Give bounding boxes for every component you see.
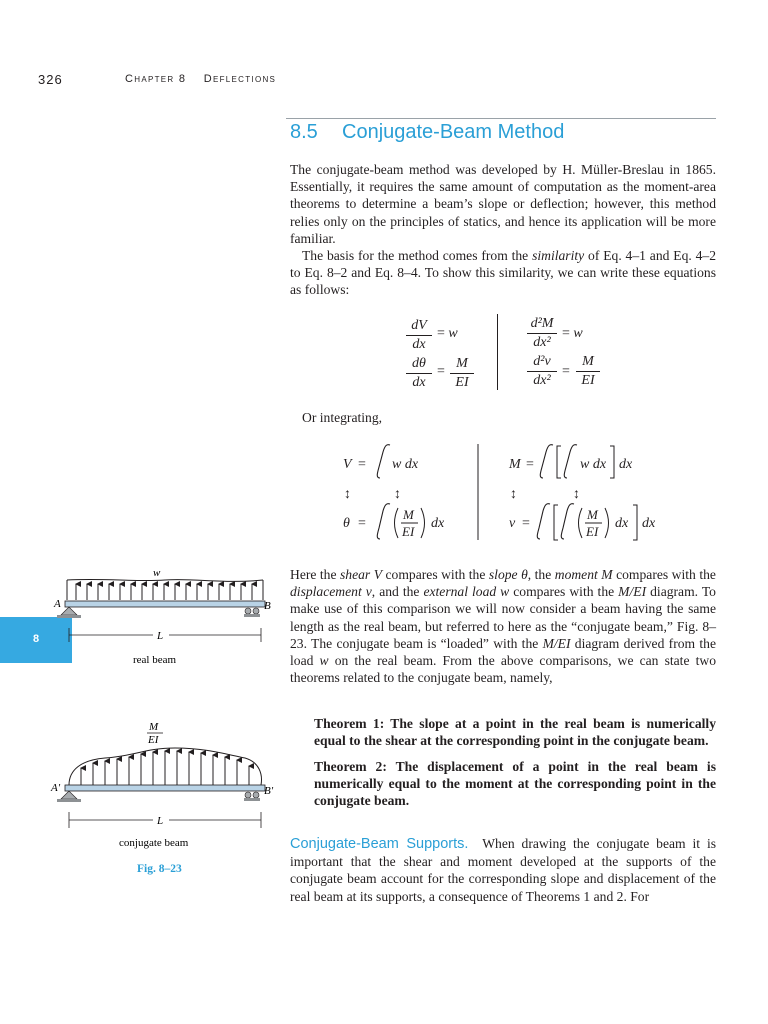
real-beam-load-curve (67, 579, 263, 581)
emphasis-similarity: similarity (532, 248, 585, 263)
svg-text:EI: EI (402, 524, 415, 539)
conjugate-beam-figure (45, 718, 285, 853)
conjugate-load-label-den: EI (148, 734, 159, 746)
text-run: Here the (290, 567, 341, 582)
emphasis: moment M (554, 567, 613, 582)
eq-equals: = (562, 364, 570, 379)
or-integrating: Or integrating, (302, 410, 383, 425)
svg-text:↕: ↕ (394, 487, 401, 502)
svg-text:↕: ↕ (510, 487, 517, 502)
conjugate-beam-caption: conjugate beam (119, 837, 189, 849)
supports-paragraph (290, 835, 716, 905)
svg-text:dx: dx (619, 457, 633, 472)
real-beam-label-A: A (54, 598, 61, 610)
eq-d2v-dx2: $\frac{\text{d²v}}{\text{dx²}}$ (527, 354, 557, 389)
integral-equations (330, 440, 690, 550)
svg-text:=: = (358, 516, 366, 531)
real-beam-load-label: w (153, 567, 161, 579)
emphasis: slope θ (488, 567, 528, 582)
comparison-paragraph (290, 566, 716, 686)
page-number: 326 (38, 72, 63, 87)
real-beam-figure (45, 562, 285, 672)
eq-equals-w: = w (562, 326, 583, 341)
chapter-title: Deflections (203, 73, 277, 85)
conjugate-label-B: B′ (264, 785, 274, 797)
text-run: of Eq. 4–1 and Eq. 4–2 to Eq. 8–2 and Eq. 8–4. To show this similarity, we can write these equations as follows: (290, 248, 716, 298)
eq-equals-w: = w (437, 326, 458, 341)
emphasis: M/EI (618, 584, 647, 600)
eq-M-EI: $\frac{M}{EI}$ (450, 356, 474, 391)
real-beam-length-label: L (157, 630, 164, 642)
support-A (61, 607, 77, 615)
svg-text:=: = (526, 457, 534, 472)
svg-text:M: M (509, 457, 521, 472)
svg-text:w dx: w dx (392, 457, 419, 472)
real-beam-caption: real beam (133, 654, 177, 666)
svg-text:dx: dx (642, 516, 656, 531)
svg-text:θ: θ (343, 516, 350, 531)
svg-text:EI: EI (586, 524, 599, 539)
support-B (244, 614, 260, 617)
intro-paragraph: The conjugate-beam method was developed by H. Müller-Breslau in 1865. Essentially, it requires the same amount of computation as the moment-area theorems to determine a beam’s slope or deflection; however, this method relies only on the principles of statics, and hence its application will be more familiar. (290, 162, 716, 246)
svg-text:M: M (587, 507, 598, 522)
conjugate-length-label: L (157, 815, 164, 827)
emphasis: displacement v (290, 584, 372, 600)
svg-text:=: = (522, 516, 530, 531)
svg-text:dx: dx (431, 516, 445, 531)
emphasis: M/EI (542, 635, 571, 651)
svg-text:dx: dx (615, 516, 629, 531)
text-run: compares with the (382, 567, 489, 582)
chapter-tab-label: 8 (33, 633, 40, 645)
real-beam (65, 601, 265, 607)
supports-text: When drawing the conjugate beam it is important that the shear and moment developed at the supports of the conjugate beam account for the corresponding slope and displacement of the real beam at its supports, a consequence of Theorems 1 and 2. For (290, 836, 717, 904)
conjugate-beam (65, 785, 265, 791)
equation-divider (497, 314, 498, 390)
svg-text:M: M (403, 507, 414, 522)
eq-d2M-dx2: $\frac{\text{d²M}}{\text{dx²}}$ (527, 316, 557, 351)
svg-text:=: = (358, 457, 366, 472)
svg-text:↕: ↕ (573, 487, 580, 502)
figure-caption: Fig. 8–23 (137, 863, 182, 875)
supports-heading: Conjugate-Beam Supports. (290, 836, 469, 852)
conjugate-load-label-num: M (149, 721, 159, 733)
theorem-1: Theorem 1: The slope at a point in the real beam is numerically equal to the shear at the corresponding point in the conjugate beam. (314, 716, 716, 749)
differential-equations (0, 0, 768, 400)
eq-dV-dx: $\frac{dV}{dx}$ (406, 318, 432, 353)
svg-text:w dx: w dx (580, 457, 607, 472)
emphasis: external load w (423, 584, 510, 600)
text-run: diagram. To make use of this comparison we will now consider a beam having the same length as the real beam, but referred to here as the “conjugate beam,” Fig. 8–23. The conjugate beam is “loaded” with the (290, 584, 716, 651)
svg-text:v: v (509, 516, 516, 531)
text-run: on the real beam. From the above comparisons, we can state two theorems related to the conjugate beam, namely, (290, 653, 716, 686)
svg-text:V: V (343, 457, 352, 472)
section-title: Conjugate-Beam Method (342, 121, 565, 143)
conjugate-label-A: A′ (51, 782, 61, 794)
text-run: diagram derived from the load (290, 635, 716, 669)
eq-M-EI: $\frac{M}{EI}$ (576, 354, 600, 389)
real-beam-label-B: B (264, 600, 271, 612)
text-run: compares with the (509, 584, 619, 600)
section-number: 8.5 (290, 121, 318, 143)
eq-dtheta-dx: $\frac{d\theta}{dx}$ (406, 356, 432, 391)
theorem-2: Theorem 2: The displacement of a point in the real beam is numerically equal to the moment at the corresponding point in the conjugate beam. (314, 759, 716, 809)
text-run: compares with the (612, 567, 716, 582)
support-A-prime (61, 791, 77, 799)
text-run: , and the (371, 584, 424, 600)
emphasis: shear V (340, 567, 383, 582)
eq-equals: = (437, 364, 445, 379)
text-run: , the (527, 567, 555, 582)
emphasis: w (319, 653, 329, 669)
text-run: The basis for the method comes from the (302, 248, 533, 263)
svg-text:↕: ↕ (344, 487, 351, 502)
support-B-prime (244, 798, 260, 801)
chapter-label: Chapter 8 (125, 73, 187, 85)
